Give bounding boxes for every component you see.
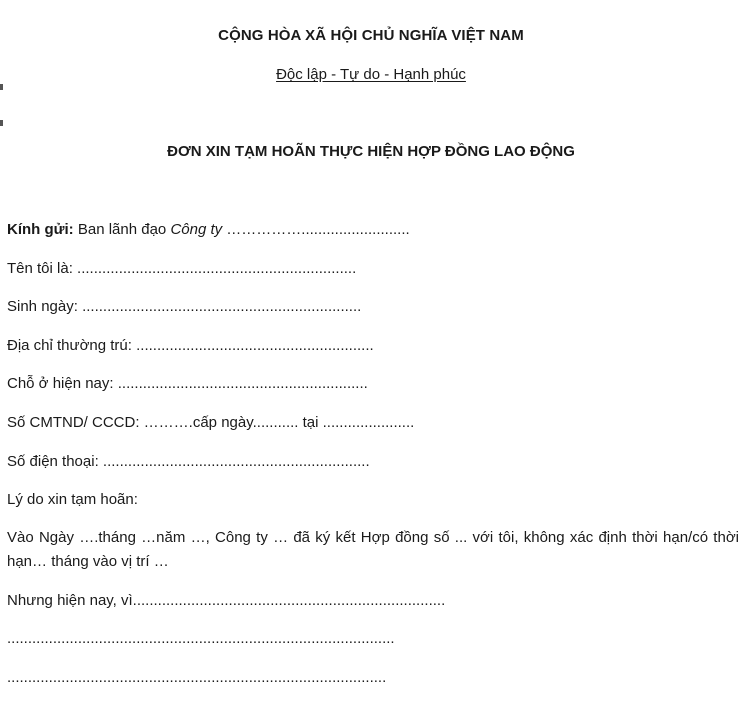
field-current-address: [7, 375, 368, 393]
recipient-company: Công ty: [170, 221, 223, 238]
recipient-fill[interactable]: ……………..........................: [222, 221, 410, 238]
national-title: CỘNG HÒA XÃ HỘI CHỦ NGHĨA VIỆT NAM: [218, 27, 524, 44]
field-fill[interactable]: ...................................................................: [77, 260, 357, 277]
reason-fill[interactable]: ...........................................................................: [132, 592, 446, 609]
reason-line: [7, 592, 445, 610]
field-label: Lý do xin tạm hoãn:: [7, 491, 138, 508]
recipient-line: [7, 221, 410, 239]
reason-blank-line-1[interactable]: .............................................................................................: [7, 630, 395, 647]
field-fill[interactable]: ...................................................................: [82, 298, 362, 315]
field-phone: [7, 453, 370, 471]
recipient-label: Kính gửi:: [7, 221, 74, 238]
field-label: Tên tôi là:: [7, 260, 78, 277]
field-label: Sinh ngày:: [7, 298, 83, 315]
field-id-number: [7, 414, 414, 432]
scan-artifact-mark: [0, 120, 3, 126]
field-fill[interactable]: ............................................................: [117, 375, 368, 392]
field-birth-date: [7, 298, 361, 316]
field-fill[interactable]: .........................................................: [136, 337, 374, 354]
field-fill[interactable]: ................................................................: [102, 453, 370, 470]
field-fill[interactable]: ……….cấp ngày........... tại ......................: [143, 414, 415, 431]
reason-label: Nhưng hiện nay, vì: [7, 592, 133, 609]
recipient-text: Ban lãnh đạo: [73, 221, 171, 238]
reason-blank-line-2[interactable]: ...........................................................................................: [7, 669, 387, 686]
field-label: Số điện thoại:: [7, 453, 103, 470]
field-permanent-address: [7, 337, 374, 355]
national-motto: Độc lập - Tự do - Hạnh phúc: [276, 66, 466, 83]
scan-artifact-mark: [0, 84, 3, 90]
field-reason-heading: [7, 491, 138, 509]
field-full-name: [7, 260, 356, 278]
document-title: ĐƠN XIN TẠM HOÃN THỰC HIỆN HỢP ĐỒNG LAO ĐỘNG: [167, 143, 575, 160]
field-label: Địa chỉ thường trú:: [7, 337, 137, 354]
contract-paragraph: Vào Ngày ….tháng …năm …, Công ty … đã ký kết Hợp đồng số ... với tôi, không xác định thời hạn/có thời hạn… tháng vào vị trí …: [7, 529, 739, 570]
field-label: Chỗ ở hiện nay:: [7, 375, 118, 392]
field-label: Số CMTND/ CCCD:: [7, 414, 144, 431]
